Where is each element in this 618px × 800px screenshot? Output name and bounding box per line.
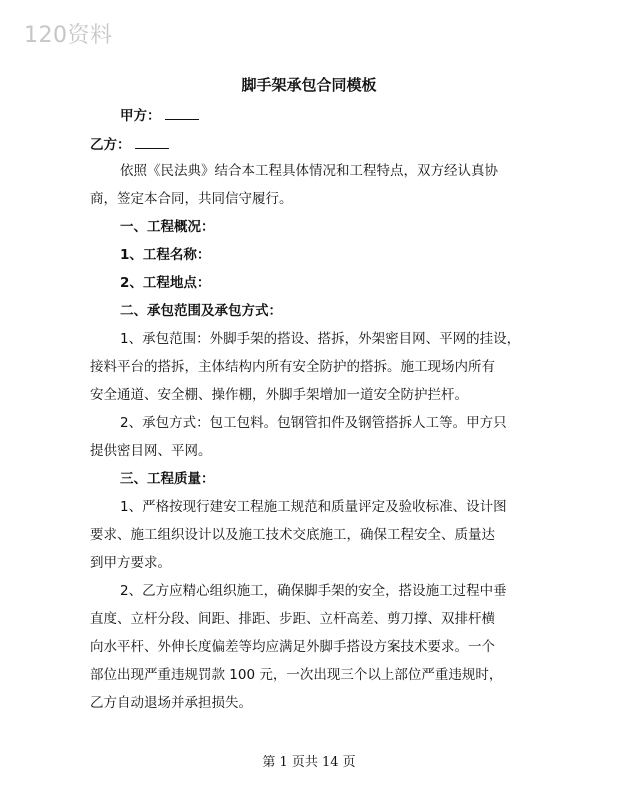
safety-paragraph-line: 2、乙方应精心组织施工，确保脚手架的安全，搭设施工过程中垂	[120, 583, 507, 599]
project-location-label: 2、工程地点：	[120, 275, 211, 291]
scope-paragraph-line: 接料平台的搭拆，主体结构内所有安全防护的搭拆。施工现场内所有	[90, 359, 495, 375]
party-b-blank	[135, 136, 169, 149]
quality-paragraph-line: 1、严格按现行建安工程施工规范和质量评定及验收标准、设计图	[120, 499, 507, 515]
party-a-label: 甲方：	[120, 108, 161, 124]
method-paragraph-line: 2、承包方式：包工包料。包钢管扣件及钢管搭拆人工等。甲方只	[120, 415, 507, 431]
page-footer: 第 1 页共 14 页	[262, 755, 356, 770]
quality-paragraph-line: 要求、施工组织设计以及施工技术交底施工，确保工程安全、质量达	[90, 527, 495, 543]
scope-paragraph-line: 1、承包范围：外脚手架的搭设、搭拆，外架密目网、平网的挂设，	[120, 331, 521, 347]
safety-paragraph-line: 直度、立杆分段、间距、排距、步距、立杆高差、剪刀撑、双排杆横	[90, 611, 495, 627]
party-a-line	[120, 107, 199, 124]
safety-paragraph-line: 乙方自动退场并承担损失。	[90, 695, 252, 711]
party-b-line	[90, 136, 169, 153]
safety-paragraph-line: 部位出现严重违规罚款 100 元，一次出现三个以上部位严重违规时，	[90, 667, 503, 683]
project-name-label: 1、工程名称：	[120, 247, 211, 263]
document-title: 脚手架承包合同模板	[241, 76, 377, 94]
intro-paragraph-line: 商，签定本合同，共同信守履行。	[90, 191, 293, 207]
intro-paragraph-line: 依照《民法典》结合本工程具体情况和工程特点，双方经认真协	[120, 163, 498, 179]
section-heading-overview: 一、工程概况：	[120, 219, 215, 235]
watermark: 120资料	[24, 23, 113, 48]
method-paragraph-line: 提供密目网、平网。	[90, 443, 212, 459]
quality-paragraph-line: 到甲方要求。	[90, 555, 171, 571]
party-b-label: 乙方：	[90, 137, 131, 153]
party-a-blank	[165, 107, 199, 120]
scope-paragraph-line: 安全通道、安全棚、操作棚，外脚手架增加一道安全防护拦杆。	[90, 387, 468, 403]
section-heading-scope: 二、承包范围及承包方式：	[120, 303, 282, 319]
section-heading-quality: 三、工程质量：	[120, 471, 215, 487]
safety-paragraph-line: 向水平杆、外伸长度偏差等均应满足外脚手搭设方案技术要求。一个	[90, 639, 495, 655]
